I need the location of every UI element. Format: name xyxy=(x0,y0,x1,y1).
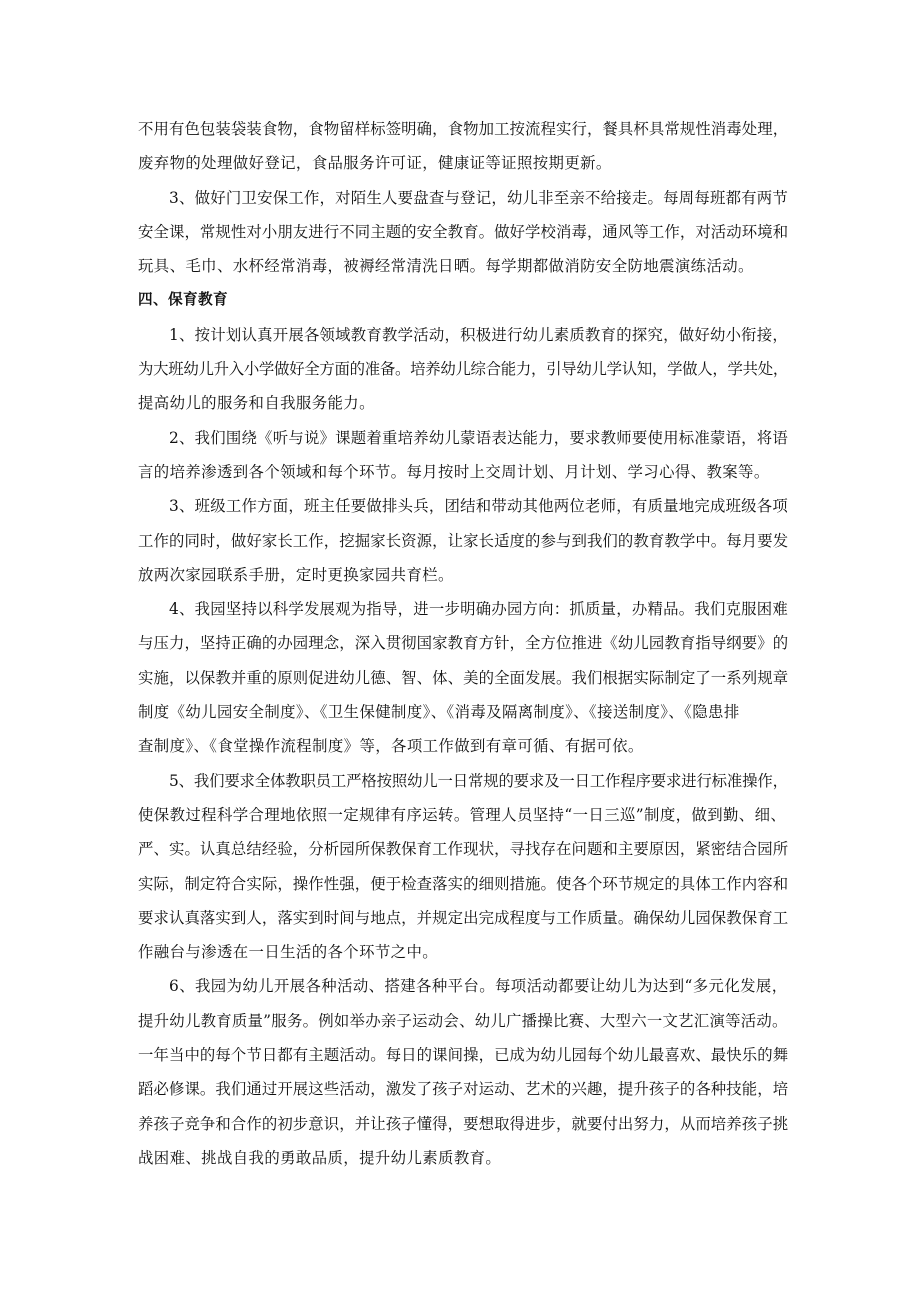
document-body xyxy=(138,112,788,1175)
text-line: 5、我们要求全体教职员工严格按照幼儿一日常规的要求及一日工作程序要求进行标准操作， xyxy=(169,771,788,790)
text-line: 4、我园坚持以科学发展观为指导，进一步明确办园方向：抓质量，办精品。我们克服困难 xyxy=(169,600,789,619)
text-line: 战困难、挑战自我的勇敢品质，提升幼儿素质教育。 xyxy=(138,1148,502,1167)
text-line: 提升幼儿教育质量”服务。例如举办亲子运动会、幼儿广播操比赛、大型六一文艺汇演等活动。 xyxy=(138,1011,788,1030)
text-line: 养孩子竞争和合作的初步意识，并让孩子懂得，要想取得进步，就要付出努力，从而培养孩子挑 xyxy=(138,1114,789,1133)
text-line: 与压力，坚持正确的办园理念，深入贯彻国家教育方针，全方位推进《幼儿园教育指导纲要》的 xyxy=(138,634,789,653)
text-line: 放两次家园联系手册，定时更换家园共育栏。 xyxy=(138,565,454,584)
text-line: 查制度》、《食堂操作流程制度》等，各项工作做到有章可循、有据可依。 xyxy=(138,737,644,756)
text-line: 2、我们围绕《听与说》课题着重培养幼儿蒙语表达能力，要求教师要使用标准蒙语，将语 xyxy=(169,428,789,447)
text-line: 使保教过程科学合理地依照一定规律有序运转。管理人员坚持“一日三巡”制度，做到勤、细、 xyxy=(138,805,787,824)
text-line: 工作的同时，做好家长工作，挖掘家长资源，让家长适度的参与到我们的教育教学中。每月要发 xyxy=(138,531,789,550)
text-line: 一年当中的每个节日都有主题活动。每日的课间操，已成为幼儿园每个幼儿最喜欢、最快乐的舞 xyxy=(138,1046,789,1065)
text-line: 提高幼儿的服务和自我服务能力。 xyxy=(138,394,375,413)
list-item-paragraph xyxy=(138,181,788,284)
text-line: 1、按计划认真开展各领域教育教学活动，积极进行幼儿素质教育的探究，做好幼小衔接， xyxy=(169,325,789,344)
list-item-paragraph xyxy=(138,318,788,421)
list-item-paragraph xyxy=(138,421,788,490)
list-item-paragraph xyxy=(138,764,788,970)
text-line: 实际，制定符合实际，操作性强，便于检查落实的细则措施。使各个环节规定的具体工作内容和 xyxy=(138,874,789,893)
text-line: 严、实。认真总结经验，分析园所保教保育工作现状，寻找存在问题和主要原因，紧密结合园所 xyxy=(138,840,789,859)
text-line: 言的培养渗透到各个领域和每个环节。每月按时上交周计划、月计划、学习心得、教案等。 xyxy=(138,462,770,481)
text-line: 为大班幼儿升入小学做好全方面的准备。培养幼儿综合能力，引导幼儿学认知，学做人，学共处， xyxy=(138,360,788,379)
text-line: 作融台与渗透在一日生活的各个环节之中。 xyxy=(138,943,439,962)
text-line: 3、班级工作方面，班主任要做排头兵，团结和带动其他两位老师，有质量地完成班级各项 xyxy=(169,497,789,516)
text-line: 6、我园为幼儿开展各种活动、搭建各种平台。每项活动都要让幼儿为达到“多元化发展， xyxy=(169,977,788,996)
section-heading xyxy=(138,283,788,317)
text-line: 废弃物的处理做好登记，食品服务许可证，健康证等证照按期更新。 xyxy=(138,154,612,173)
text-line: 要求认真落实到人，落实到时间与地点，并规定出完成程度与工作质量。确保幼儿园保教保育工 xyxy=(138,908,789,927)
text-line: 安全课，常规性对小朋友进行不同主题的安全教育。做好学校消毒，通风等工作，对活动环境和 xyxy=(138,222,789,241)
text-line: 玩具、毛巾、水杯经常消毒，被褥经常清洗日晒。每学期都做消防安全防地震演练活动。 xyxy=(138,257,754,276)
text-line: 不用有色包装袋装食物，食物留样标签明确，食物加工按流程实行，餐具杯具常规性消毒处理， xyxy=(138,120,789,138)
text-line: 四、保育教育 xyxy=(138,291,228,309)
paragraph-continuation xyxy=(138,112,788,181)
text-line: 实施，以保教并重的原则促进幼儿德、智、体、美的全面发展。我们根据实际制定了一系列规章 xyxy=(138,668,789,687)
list-item-paragraph xyxy=(138,489,788,592)
list-item-paragraph xyxy=(138,592,788,763)
text-line: 3、做好门卫安保工作，对陌生人要盘查与登记，幼儿非至亲不给接走。每周每班都有两节 xyxy=(169,188,789,207)
list-item-paragraph xyxy=(138,969,788,1175)
text-line: 蹈必修课。我们通过开展这些活动，激发了孩子对运动、艺术的兴趣，提升孩子的各种技能，培 xyxy=(138,1080,789,1099)
text-line: 制度《幼儿园安全制度》、《卫生保健制度》、《消毒及隔离制度》、《接送制度》、《隐患排 xyxy=(138,703,740,722)
